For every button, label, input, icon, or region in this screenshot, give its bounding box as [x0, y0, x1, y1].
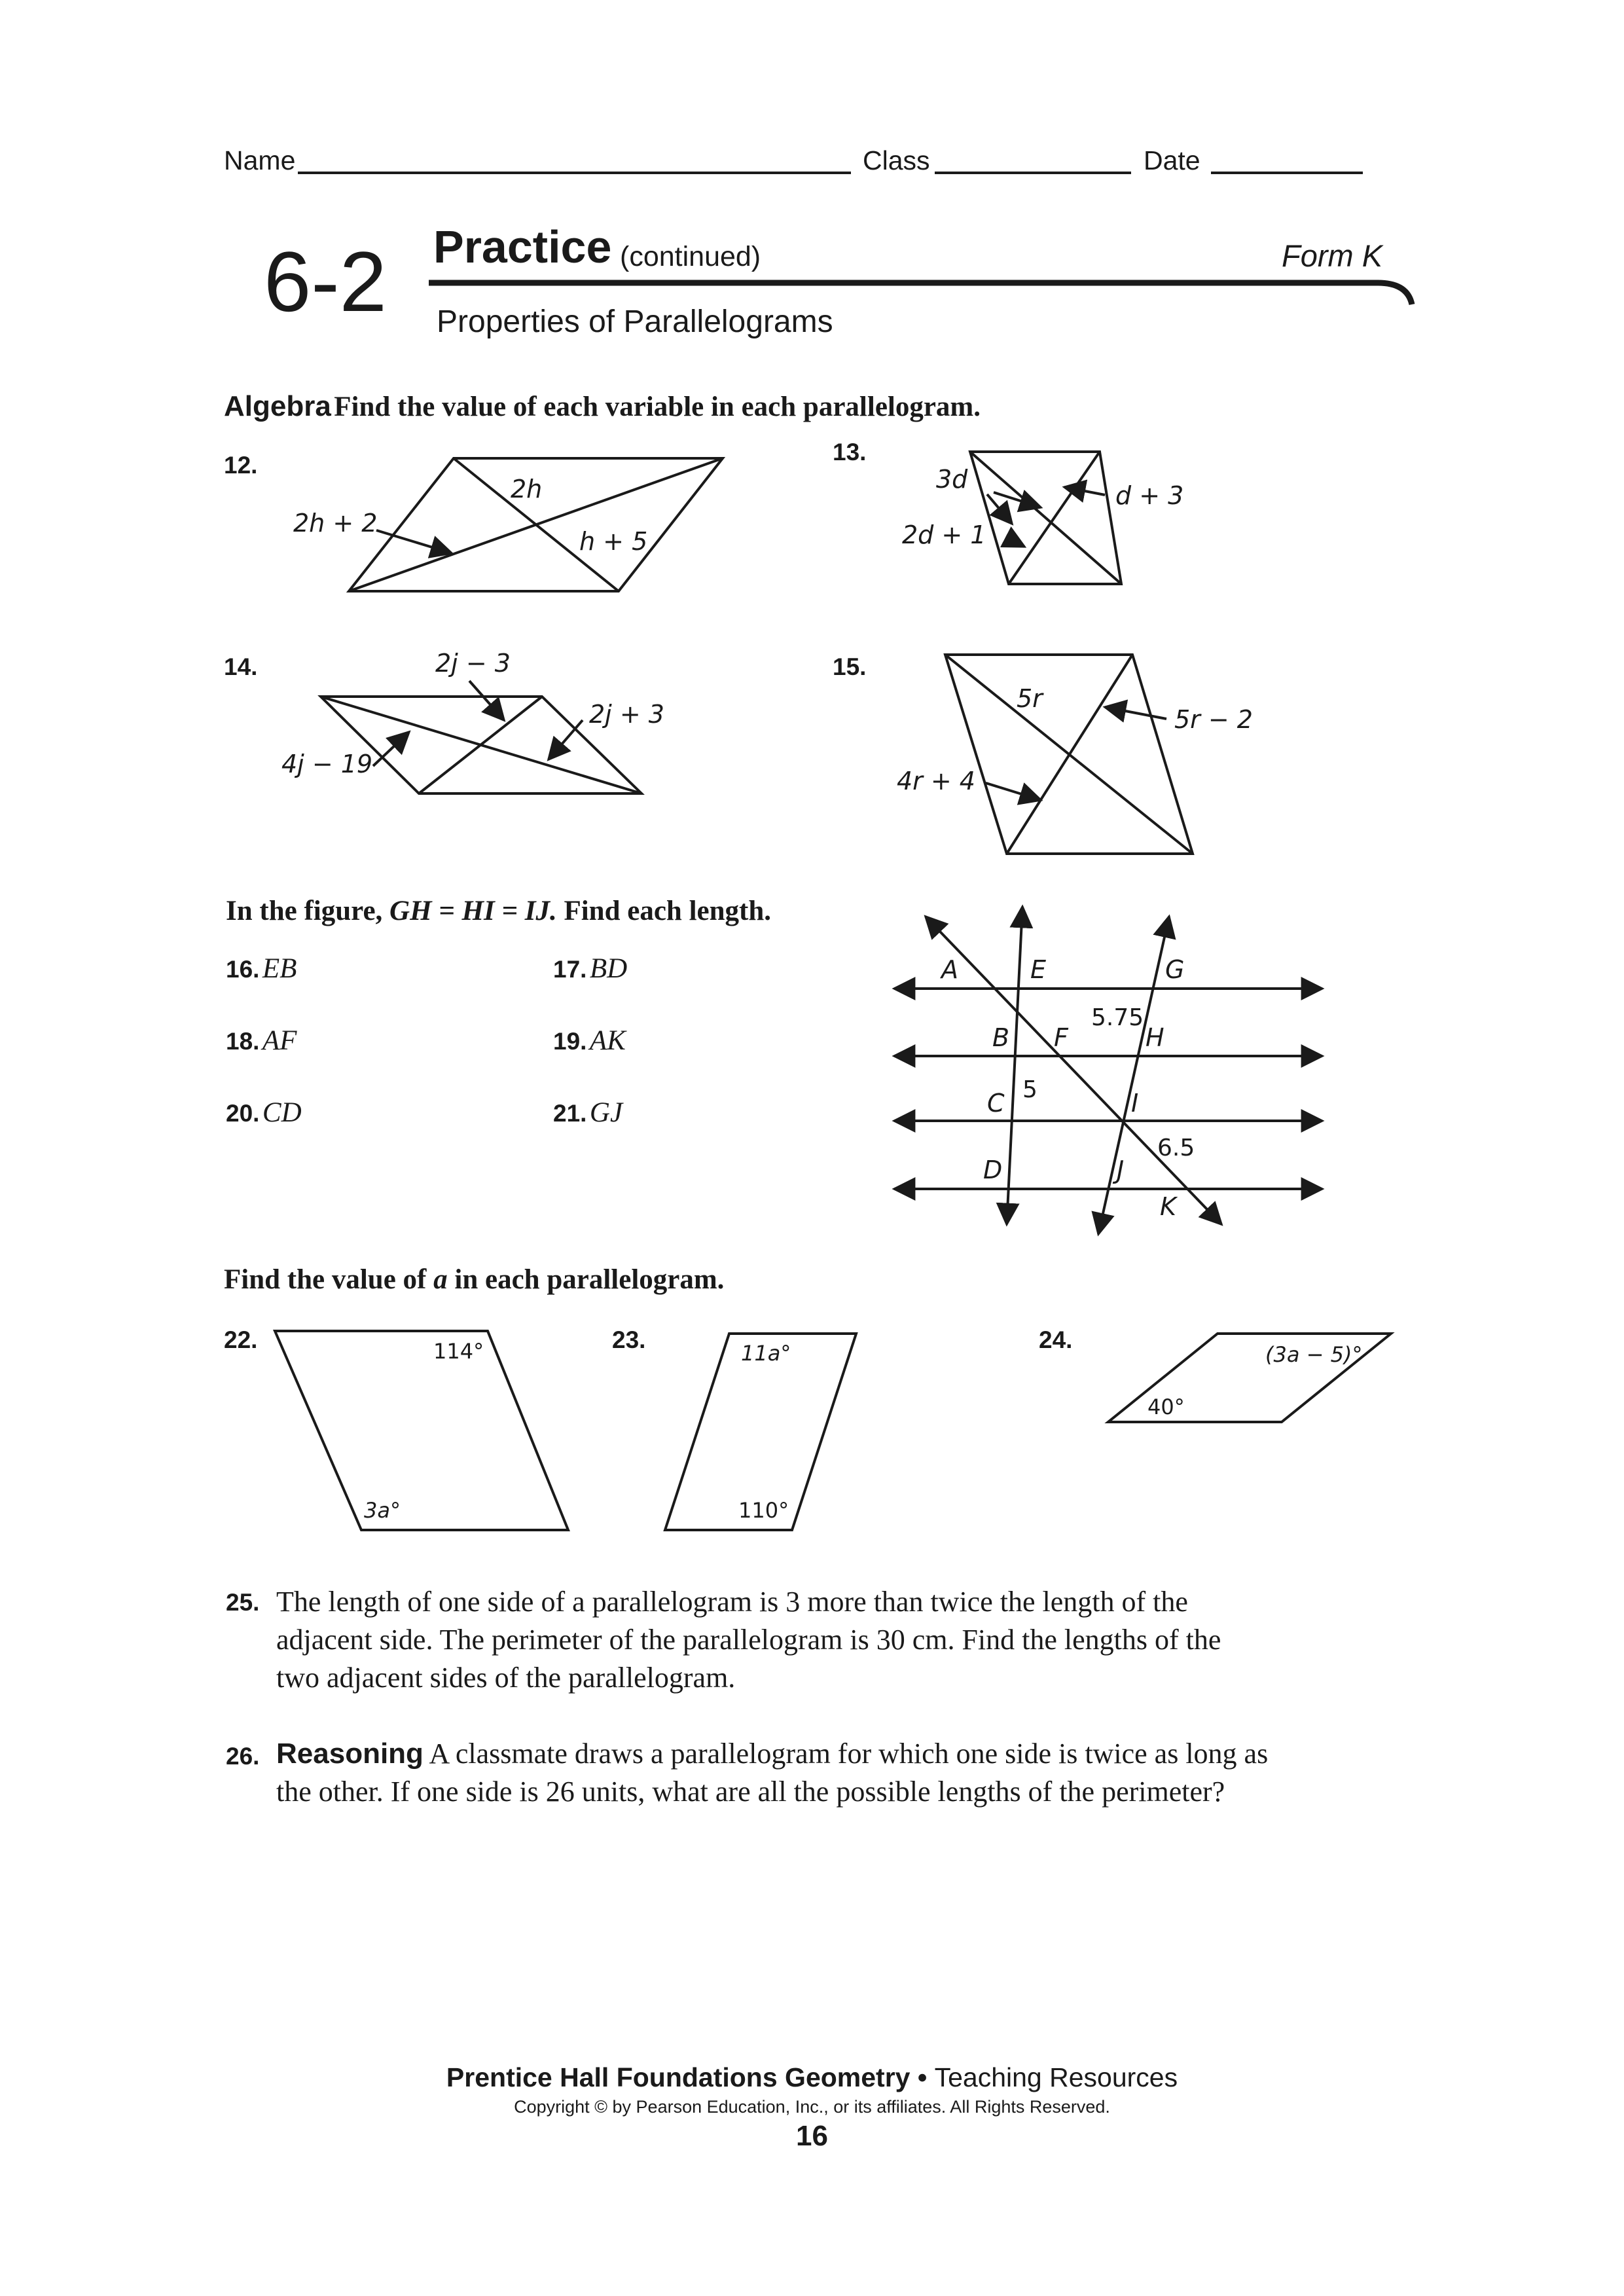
class-label: Class — [863, 145, 930, 175]
reasoning-lead: Reasoning — [276, 1738, 424, 1770]
section2-instruction — [226, 895, 771, 927]
problem-25-text: The length of one side of a parallelogram is 3 more than twice the length of the adjacent side. The perimeter of the parallelogram is 30 cm. Find the lengths of the two adjacent sides of the parallelogram. — [276, 1586, 1221, 1694]
figure-13-parallelogram — [970, 452, 1121, 584]
section1-instruction — [224, 390, 981, 423]
point-K: K — [1160, 1192, 1176, 1221]
fig12-label-h-plus-5: h + 5 — [579, 527, 648, 556]
question-18-text: AF — [262, 1025, 297, 1056]
problem-26-number: 26. — [226, 1743, 260, 1770]
fig22-label-3a: 3a° — [364, 1498, 401, 1523]
question-17-text: BD — [589, 953, 628, 984]
algebra-lead: Algebra — [224, 390, 331, 422]
footer-book: Prentice Hall Foundations Geometry — [446, 2062, 911, 2092]
label-6-5: 6.5 — [1157, 1135, 1195, 1161]
date-field-line[interactable] — [1211, 172, 1363, 174]
question-16 — [226, 953, 297, 985]
fig15-label-4r-plus-4: 4r + 4 — [897, 767, 975, 795]
fig24-label-40: 40° — [1147, 1394, 1185, 1419]
question-21-text: GJ — [589, 1097, 623, 1128]
fig14-label-2j-minus-3: 2j − 3 — [435, 649, 511, 678]
section3-instruction — [224, 1264, 724, 1296]
point-D: D — [983, 1156, 1003, 1184]
figure-14-parallelogram — [321, 681, 641, 793]
problem-22-number: 22. — [224, 1326, 258, 1353]
label-5: 5 — [1022, 1076, 1038, 1103]
name-label: Name — [224, 145, 296, 175]
point-A: A — [941, 955, 958, 984]
question-18-number: 18. — [226, 1028, 260, 1055]
question-19 — [553, 1025, 626, 1057]
fig13-label-d-plus-3: d + 3 — [1115, 481, 1184, 510]
lesson-number: 6-2 — [264, 234, 387, 329]
section3-instruction-end: in each parallelogram. — [447, 1264, 725, 1295]
point-J: J — [1117, 1156, 1125, 1184]
fig23-label-110: 110° — [738, 1498, 789, 1523]
fig22-label-114: 114° — [433, 1339, 484, 1364]
question-21-number: 21. — [553, 1100, 587, 1127]
point-H: H — [1146, 1023, 1164, 1052]
fig23-label-11a: 11a° — [741, 1341, 791, 1366]
question-16-text: EB — [262, 953, 297, 984]
fig13-label-2d-plus-1: 2d + 1 — [902, 520, 986, 549]
figure-24-parallelogram — [1108, 1334, 1391, 1422]
date-label: Date — [1144, 145, 1200, 175]
point-C: C — [987, 1089, 1005, 1118]
figure-23-parallelogram — [665, 1334, 856, 1530]
section2-instruction-eq: GH = HI = IJ. — [389, 896, 557, 926]
name-field-line[interactable] — [298, 172, 851, 174]
label-5-75: 5.75 — [1091, 1004, 1144, 1031]
point-G: G — [1165, 955, 1185, 984]
problem-26-paragraph — [276, 1735, 1271, 1811]
fig15-label-5r-minus-2: 5r − 2 — [1174, 705, 1253, 734]
problem-24-number: 24. — [1039, 1326, 1073, 1353]
fig14-label-4j-minus-19: 4j − 19 — [281, 750, 373, 778]
question-16-number: 16. — [226, 956, 260, 983]
problem-12-number: 12. — [224, 452, 258, 479]
fig12-label-2h-plus-2: 2h + 2 — [293, 509, 378, 538]
fig14-label-2j-plus-3: 2j + 3 — [589, 700, 664, 729]
point-I: I — [1131, 1089, 1139, 1118]
figure-22-parallelogram — [275, 1331, 568, 1530]
footer-copyright: Copyright © by Pearson Education, Inc., or its affiliates. All Rights Reserved. — [514, 2097, 1110, 2117]
question-21 — [553, 1097, 623, 1129]
figure-15-parallelogram — [945, 655, 1193, 854]
practice-continued-note: (continued) — [620, 241, 761, 272]
lesson-subtitle: Properties of Parallelograms — [437, 304, 833, 339]
section2-instruction-start: In the figure, — [226, 896, 390, 926]
transversal-figure — [894, 907, 1322, 1234]
fig15-label-5r: 5r — [1017, 684, 1043, 713]
problem-15-number: 15. — [833, 653, 867, 680]
footer-resource: Teaching Resources — [934, 2062, 1178, 2092]
figure-12-parallelogram — [349, 458, 723, 591]
question-20-text: CD — [262, 1097, 302, 1128]
problem-23-number: 23. — [612, 1326, 646, 1353]
footer-title — [0, 2062, 1624, 2093]
problem-26-text: A classmate draws a parallelogram for which one side is twice as long as the other. If one side is 26 units, what are all the possible lengths of the perimeter? — [276, 1738, 1269, 1808]
problem-14-number: 14. — [224, 653, 258, 680]
question-20 — [226, 1097, 302, 1129]
section1-instruction-text: Find the value of each variable in each parallelogram. — [334, 392, 981, 422]
question-17 — [553, 953, 627, 985]
point-F: F — [1054, 1023, 1068, 1052]
fig12-label-2h: 2h — [511, 475, 543, 503]
question-19-number: 19. — [553, 1028, 587, 1055]
problem-13-number: 13. — [833, 439, 867, 465]
point-E: E — [1030, 955, 1047, 984]
footer-bullet: • — [910, 2062, 935, 2092]
section3-instruction-start: Find the value of — [224, 1264, 434, 1295]
practice-title: Practice — [433, 221, 612, 272]
question-19-text: AK — [589, 1025, 626, 1056]
fig13-label-3d: 3d — [936, 465, 968, 494]
question-20-number: 20. — [226, 1100, 260, 1127]
class-field-line[interactable] — [935, 172, 1131, 174]
form-label: Form K — [1282, 238, 1383, 273]
question-17-number: 17. — [553, 956, 587, 983]
question-18 — [226, 1025, 297, 1057]
point-B: B — [992, 1023, 1010, 1052]
problem-25-number: 25. — [226, 1589, 260, 1616]
section2-instruction-end: Find each length. — [556, 896, 772, 926]
fig24-label-3a-minus-5: (3a − 5)° — [1265, 1342, 1363, 1367]
page-number: 16 — [796, 2120, 828, 2152]
section3-instruction-var: a — [433, 1264, 448, 1295]
